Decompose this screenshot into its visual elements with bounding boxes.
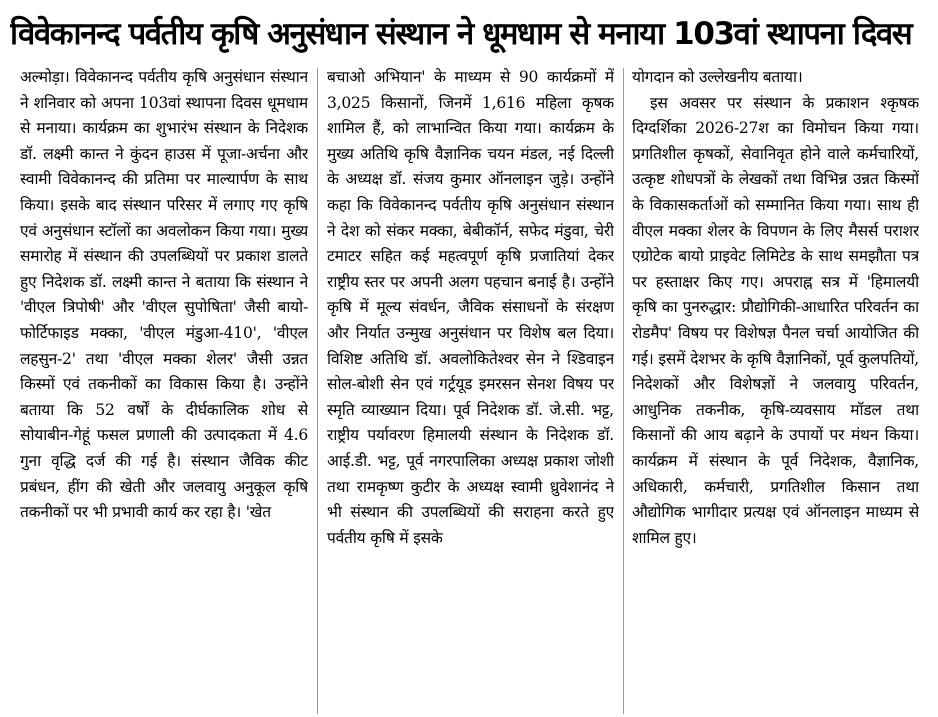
article-column-2 [327,65,614,717]
article-paragraph: इस अवसर पर संस्थान के प्रकाशन श्कृषक दिग्दर्शिका 2026-27श का विमोचन किया गया। प्रगतिशील कृषकों, सेवानिवृत होने वाले कर्मचारियों, उत्कृष्ट शोधपत्रों के लेखकों तथा विभिन्न उन्नत किस्मों के विकासकर्ताओं को सम्मानित किया गया। साथ ही वीएल मक्का शेलर के विपणन के लिए मैसर्स पराशर एग्रोटेक बायो प्राइवेट लिमिटेड के साथ समझौता पत्र पर हस्ताक्षर किए गए। अपराह्न सत्र में 'हिमालयी कृषि का पुनरुद्धार: प्रौद्योगिकी-आधारित परिवर्तन का रोडमैप' विषय पर विशेषज्ञ पैनल चर्चा आयोजित की गई। इसमें देशभर के कृषि वैज्ञानिकों, पूर्व कुलपतियों, निदेशकों और विशेषज्ञों ने जलवायु परिवर्तन, आधुनिक तकनीक, कृषि-व्यवसाय मॉडल तथा किसानों की आय बढ़ाने के उपायों पर मंथन किया। कार्यक्रम में संस्थान के पूर्व निदेशक, वैज्ञानिक, अधिकारी, कर्मचारी, प्रगतिशील किसान तथा औद्योगिक भागीदार प्रत्यक्ष एवं ऑनलाइन माध्यम से शामिल हुए। [632,93,919,547]
article-paragraph: अल्मोड़ा। विवेकानन्द पर्वतीय कृषि अनुसंधान संस्थान ने शनिवार को अपना 103वां स्थापना दिवस धूमधाम से मनाया। कार्यक्रम का शुभारंभ संस्थान के निदेशक डॉ. लक्ष्मी कान्त ने कुंदन हाउस में पूजा-अर्चना और स्वामी विवेकानन्द की प्रतिमा पर माल्यार्पण के साथ किया। इसके बाद संस्थान परिसर में लगाए गए कृषि एवं अनुसंधान स्टॉलों का अवलोकन किया गया। मुख्य समारोह में संस्थान की उपलब्धियों पर प्रकाश डालते हुए निदेशक डॉ. लक्ष्मी कान्त ने बताया कि संस्थान ने 'वीएल त्रिपोषी' और 'वीएल सुपोषिता' जैसी बायो-फोर्टिफाइड मक्का, 'वीएल मंडुआ-410', 'वीएल लहसुन-2' तथा 'वीएल मक्का शेलर' जैसी उन्नत किस्मों एवं तकनीकों का विकास किया है। उन्होंने बताया कि 52 वर्षों के दीर्घकालिक शोध से सोयाबीन-गेहूं फसल प्रणाली की उत्पादकता में 4.6 गुना वृद्धि दर्ज की गई है। संस्थान जैविक कीट प्रबंधन, हींग की खेती और जलवायु अनुकूल कृषि तकनीकों पर भी प्रभावी कार्य कर रहा है। 'खेत [20,68,308,522]
column-divider [317,68,318,714]
article-paragraph: योगदान को उल्लेखनीय बताया। [632,68,803,86]
article-column-3 [632,65,919,717]
article-column-1 [20,65,308,717]
article-paragraph: बचाओ अभियान' के माध्यम से 90 कार्यक्रमों में 3,025 किसानों, जिनमें 1,616 महिला कृषक शामिल हैं, को लाभान्वित किया गया। कार्यक्रम के मुख्य अतिथि कृषि वैज्ञानिक चयन मंडल, नई दिल्ली के अध्यक्ष डॉ. संजय कुमार ऑनलाइन जुड़े। उन्होंने कहा कि विवेकानन्द पर्वतीय कृषि अनुसंधान संस्थान ने देश को संकर मक्का, बेबीकॉर्न, सफेद मंडुवा, चेरी टमाटर सहित कई महत्वपूर्ण कृषि प्रजातियां देकर राष्ट्रीय स्तर पर अपनी अलग पहचान बनाई है। उन्होंने कृषि में मूल्य संवर्धन, जैविक संसाधनों के संरक्षण और निर्यात उन्मुख अनुसंधान पर विशेष बल दिया। विशिष्ट अतिथि डॉ. अवलोकितेश्वर सेन ने श्डिवाइन सोल-बोशी सेन एवं गर्ट्रयूड इमरसन सेनश विषय पर स्मृति व्याख्यान दिया। पूर्व निदेशक डॉ. जे.सी. भट्ट, राष्ट्रीय पर्यावरण हिमालयी संस्थान के निदेशक डॉ. आई.डी. भट्ट, पूर्व नगरपालिका अध्यक्ष प्रकाश जोशी तथा रामकृष्ण कुटीर के अध्यक्ष स्वामी ध्रुवेशानंद ने भी संस्थान की उपलब्धियों की सराहना करते हुए पर्वतीय कृषि में इसके [327,68,614,547]
article-headline: विवेकानन्द पर्वतीय कृषि अनुसंधान संस्थान ने धूमधाम से मनाया 103वां स्थापना दिवस [10,16,912,52]
column-divider [623,68,624,714]
